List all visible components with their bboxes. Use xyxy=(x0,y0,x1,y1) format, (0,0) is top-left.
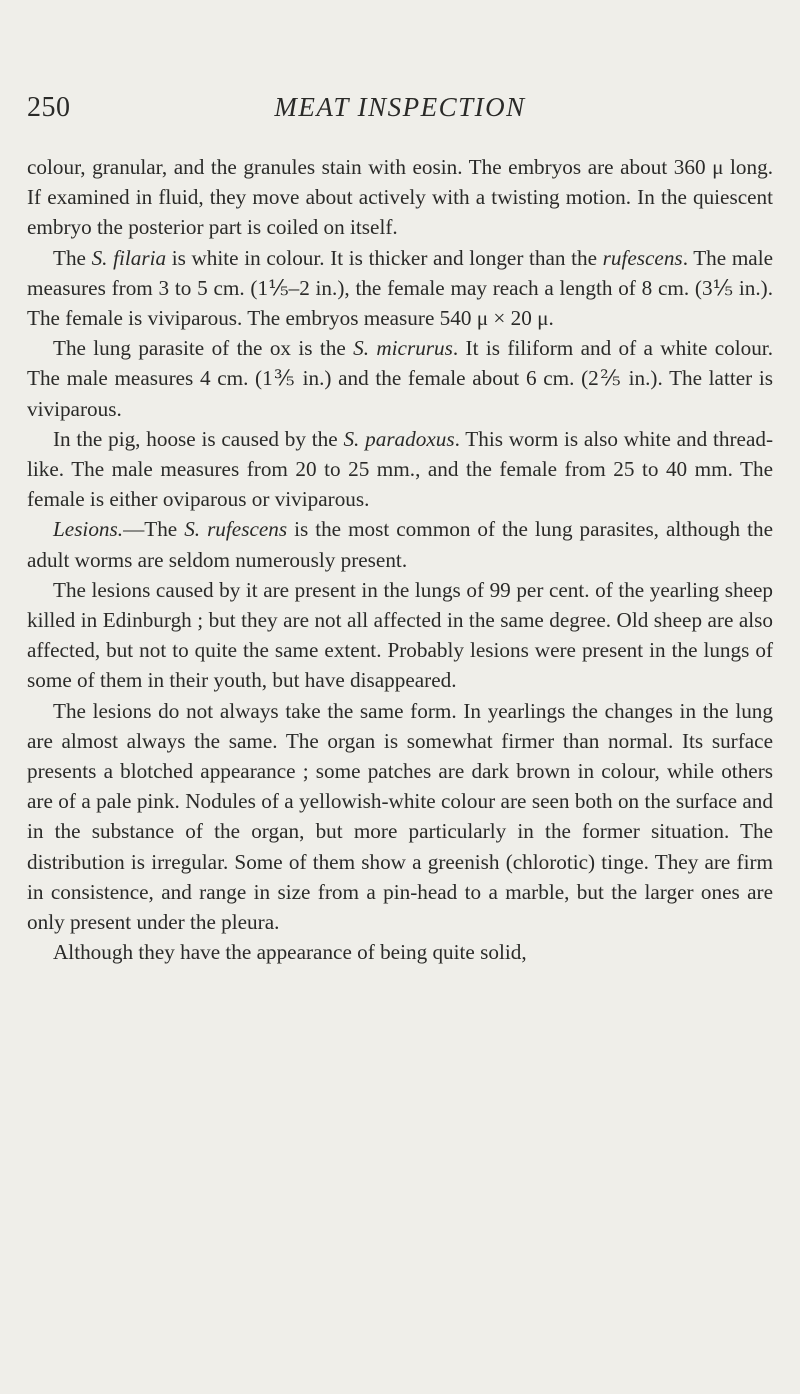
paragraph xyxy=(27,575,773,696)
text-run: colour, granular, and the granules stain with eosin. The embryos are about 360 μ long. If examined in fluid, they move about actively with a twisting motion. In the quiescent embryo the posterior part is coiled on itself. xyxy=(27,155,773,240)
paragraph xyxy=(27,333,773,424)
page-number: 250 xyxy=(27,92,71,123)
italic-text: Lesions. xyxy=(53,517,124,542)
paragraph xyxy=(27,696,773,938)
text-run: . This worm is also white and thread-like. The male measures from 20 to 25 mm., and the female from 25 to 40 mm. The female is either oviparous or viviparous. xyxy=(27,426,773,512)
text-run: is white in colour. It is thicker and longer than the xyxy=(166,245,603,270)
text-run: Although they have the appearance of being quite solid, xyxy=(53,940,527,965)
page-header xyxy=(0,88,800,132)
running-head: MEAT INSPECTION xyxy=(274,92,526,122)
body-text xyxy=(27,152,773,967)
text-run: . It is filiform and of a white colour. The male measures 4 cm. (1⅗ in.) and the female about 6 cm. (2⅖ in.). The latter is viviparous. xyxy=(27,336,773,421)
paragraph xyxy=(27,514,773,574)
italic-text: S. filaria xyxy=(91,245,167,270)
paragraph xyxy=(27,424,773,515)
paragraph xyxy=(27,243,773,334)
text-run: In the pig, hoose is caused by the xyxy=(53,426,344,451)
text-run: is the most common of the lung parasites, although the adult worms are seldom numerously present. xyxy=(27,517,773,572)
italic-text: S. rufescens xyxy=(184,517,288,542)
text-run: The lesions do not always take the same form. In yearlings the changes in the lung are almost always the same. The organ is somewhat firmer than normal. Its surface presents a blotched appearance ; some patches are dark brown in colour, while others are of a pale pink. Nodules of a yellowish-white colour are seen both on the surface and in the substance of the organ, but more particularly in the former situation. The distribution is irregular. Some of them show a greenish (chlorotic) tinge. They are firm in consistence, and range in size from a pin-head to a marble, but the larger ones are only present under the pleura. xyxy=(27,698,773,935)
text-run: The lung parasite of the ox is the xyxy=(53,336,354,361)
italic-text: rufescens xyxy=(602,245,683,270)
text-run: The xyxy=(53,245,92,270)
text-run: —The xyxy=(123,517,185,542)
paragraph xyxy=(27,937,773,967)
text-run: . The male measures from 3 to 5 cm. (1⅕–2 in.), the female may reach a length of 8 cm. (3⅕ in.). The female is viviparous. The embryos measure 540 μ × 20 μ. xyxy=(27,245,773,331)
italic-text: S. paradoxus xyxy=(343,426,455,451)
paragraph xyxy=(27,152,773,243)
italic-text: S. micrurus xyxy=(353,336,453,361)
text-run: The lesions caused by it are present in the lungs of 99 per cent. of the yearling sheep killed in Edinburgh ; but they are not all affected in the same degree. Old sheep are also affected, but not to quite the same extent. Probably lesions were present in the lungs of some of them in their youth, but have disappeared. xyxy=(27,577,773,693)
